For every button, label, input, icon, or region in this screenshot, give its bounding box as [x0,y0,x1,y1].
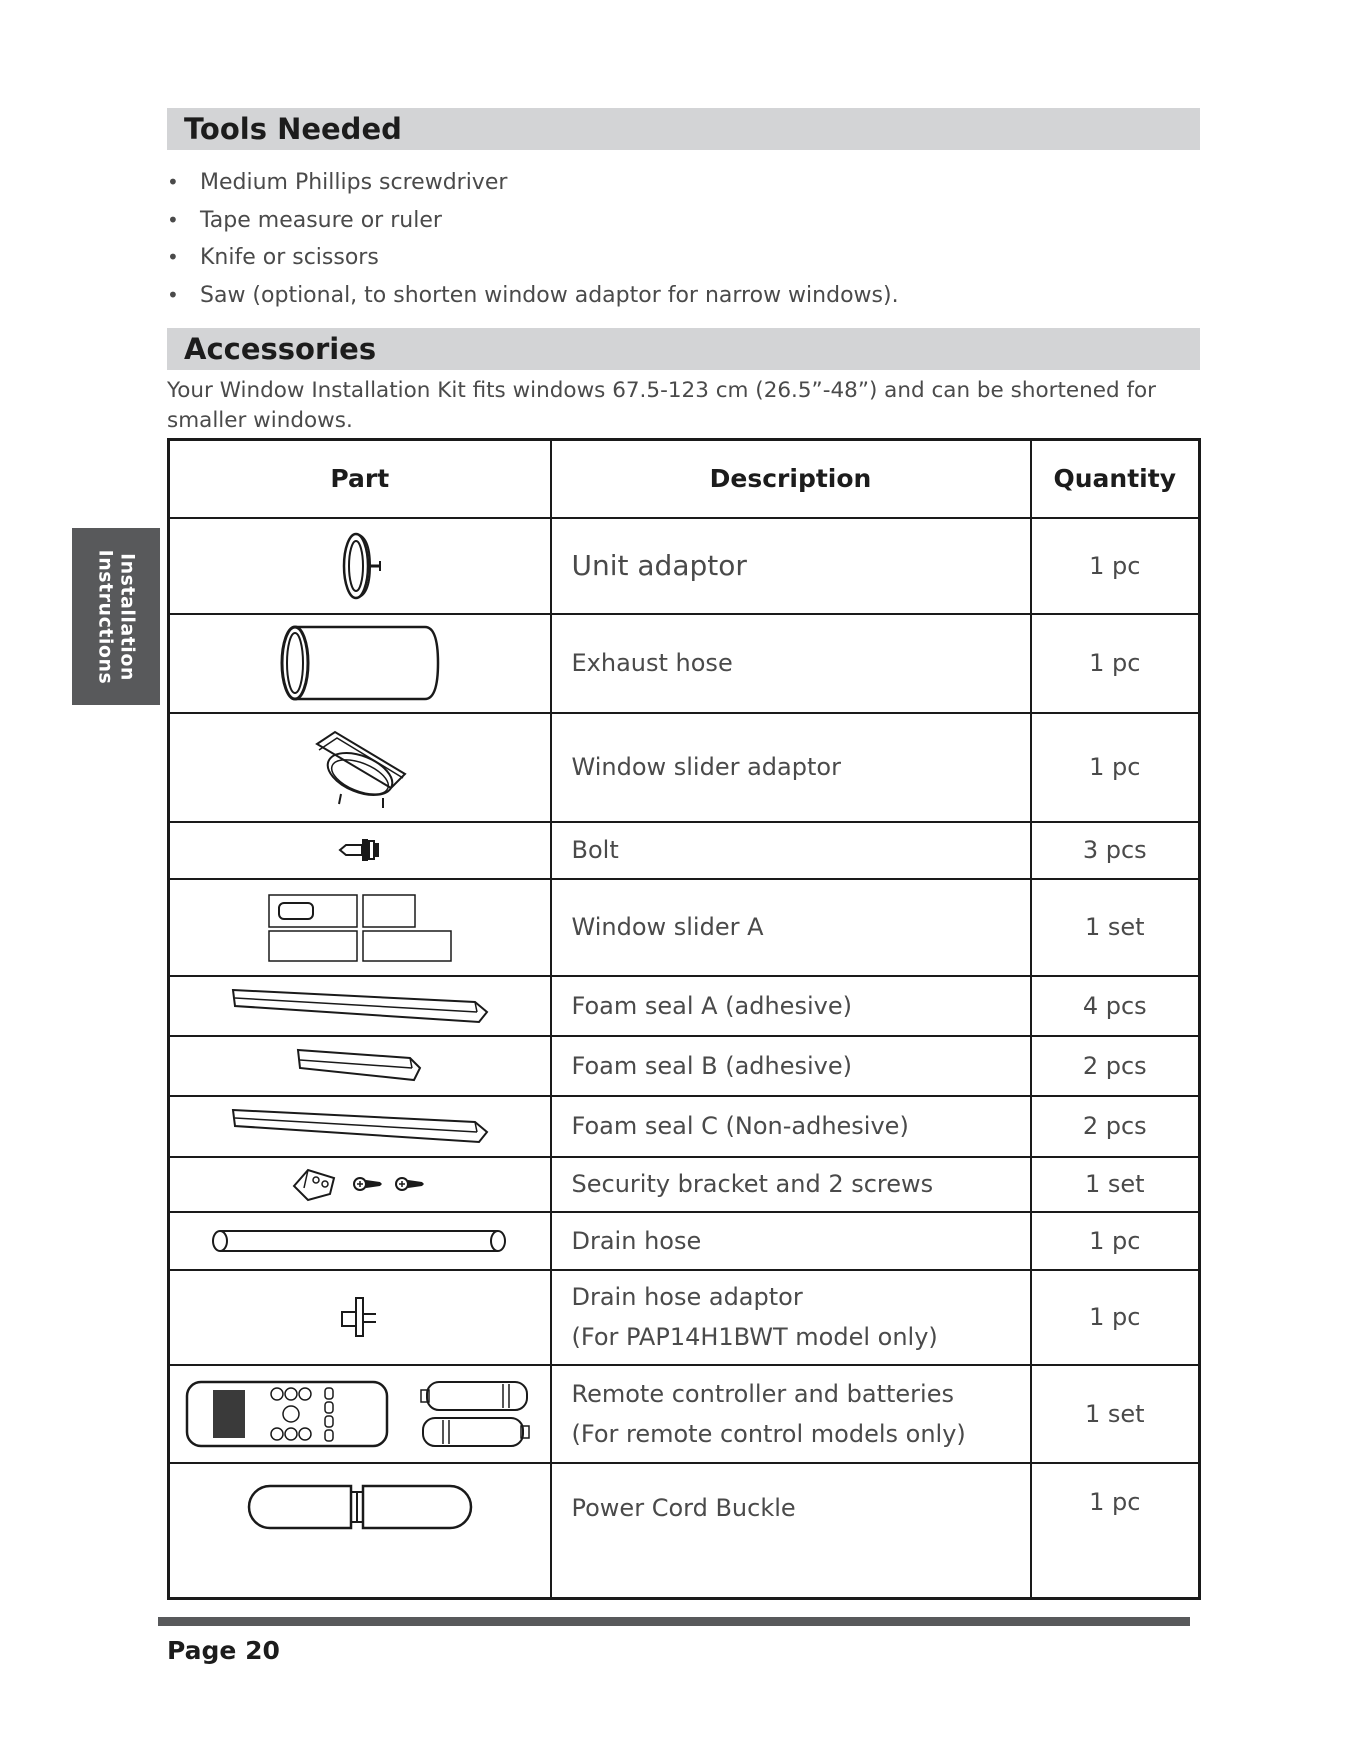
row-description: Window slider A [551,879,1031,976]
row-description: Power Cord Buckle [551,1463,1031,1599]
table-row [169,614,1200,713]
row-description: Foam seal C (Non-adhesive) [551,1096,1031,1157]
table-row [169,1270,1200,1365]
row-description: Exhaust hose [551,614,1031,713]
row-quantity: 1 set [1031,1365,1200,1463]
table-row [169,1096,1200,1157]
security-bracket-icon [290,1164,430,1204]
remote-controller-icon [185,1376,535,1452]
table-row [169,1157,1200,1212]
row-quantity: 2 pcs [1031,1036,1200,1096]
drain-hose-adaptor-icon [340,1294,380,1340]
row-description: Bolt [551,822,1031,879]
row-quantity: 2 pcs [1031,1096,1200,1157]
table-row [169,1212,1200,1270]
row-quantity: 1 pc [1031,614,1200,713]
row-description: Remote controller and batteries (For remote control models only) [551,1365,1031,1463]
tools-needed-heading: Tools Needed [167,108,1200,150]
row-description: Unit adaptor [551,518,1031,614]
list-item: • Knife or scissors [167,245,379,270]
row-quantity: 1 pc [1031,1212,1200,1270]
accessories-heading: Accessories [167,328,1200,370]
accessories-intro: Your Window Installation Kit fits windows 67.5-123 cm (26.5”-48”) and can be shortened for smaller windows. [167,378,1156,433]
page-number: Page 20 [167,1636,280,1665]
section-side-tab: Installation Instructions [72,528,160,705]
power-cord-buckle-icon [245,1482,475,1532]
column-header-description: Description [551,440,1031,518]
foam-seal-c-icon [225,1104,495,1148]
tools-list [167,164,899,314]
column-header-part: Part [169,440,551,518]
row-quantity: 1 pc [1031,518,1200,614]
table-row [169,879,1200,976]
table-row [169,1365,1200,1463]
table-row [169,1036,1200,1096]
accessories-table [167,438,1201,1600]
row-description: Drain hose [551,1212,1031,1270]
table-row [169,822,1200,879]
row-quantity: 1 set [1031,1157,1200,1212]
list-item: • Medium Phillips screwdriver [167,170,508,195]
table-header-row [169,440,1200,518]
table-row [169,518,1200,614]
row-quantity: 1 set [1031,879,1200,976]
row-quantity: 1 pc [1031,1270,1200,1365]
table-row [169,1463,1200,1599]
unit-adaptor-icon [330,526,390,606]
row-description: Drain hose adaptor (For PAP14H1BWT model only) [551,1270,1031,1365]
list-item: • Tape measure or ruler [167,207,442,233]
bolt-icon [338,835,382,865]
table-row [169,976,1200,1036]
row-description: Foam seal A (adhesive) [551,976,1031,1036]
column-header-quantity: Quantity [1031,440,1200,518]
row-description: Security bracket and 2 screws [551,1157,1031,1212]
foam-seal-b-icon [290,1044,430,1088]
row-description: Window slider adaptor [551,713,1031,822]
footer-divider [158,1617,1190,1626]
row-quantity: 4 pcs [1031,976,1200,1036]
window-slider-a-icon [265,891,455,963]
row-quantity: 1 pc [1031,713,1200,822]
drain-hose-icon [210,1226,510,1256]
list-item: • Saw (optional, to shorten window adaptor for narrow windows). [167,282,899,308]
table-row [169,713,1200,822]
exhaust-hose-icon [275,622,445,704]
row-quantity: 1 pc [1031,1463,1200,1599]
row-description: Foam seal B (adhesive) [551,1036,1031,1096]
foam-seal-a-icon [225,984,495,1028]
row-quantity: 3 pcs [1031,822,1200,879]
window-slider-adaptor-icon [305,722,415,812]
